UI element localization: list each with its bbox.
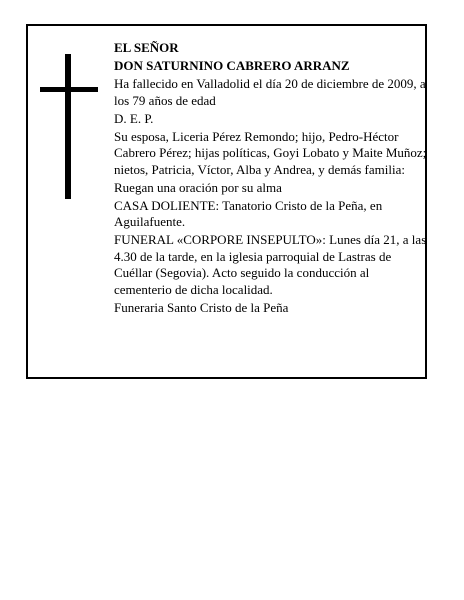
rip-line: D. E. P. [114, 110, 154, 126]
notice-text [114, 40, 428, 318]
prayer-request: Ruegan una oración por su alma [114, 179, 282, 195]
family-list: Su esposa, Liceria Pérez Remondo; hijo, Pedro-Héctor Cabrero Pérez; hijas políticas, Goyi Lobato y Maite Muñoz; nietos, Patricia, Víctor, Alba y Andrea, y demás familia: [114, 128, 427, 177]
cross-horizontal-bar [40, 87, 98, 92]
funeral-details: FUNERAL «CORPORE INSEPULTO»: Lunes día 21, a las 4.30 de la tarde, en la iglesia parroquial de Lastras de Cuéllar (Segovia). Acto seguido la conducción al cementerio de dicha localidad. [114, 232, 427, 297]
mourning-house: CASA DOLIENTE: Tanatorio Cristo de la Peña, en Aguilafuente. [114, 197, 383, 229]
funeral-home: Funeraria Santo Cristo de la Peña [114, 299, 289, 315]
cross-icon [40, 54, 98, 199]
cross-vertical-bar [65, 54, 71, 199]
deceased-name: DON SATURNINO CABRERO ARRANZ [114, 58, 350, 73]
notice-title: EL SEÑOR [114, 40, 179, 55]
death-statement: Ha fallecido en Valladolid el día 20 de diciembre de 2009, a los 79 años de edad [114, 76, 426, 108]
obituary-notice [26, 24, 427, 379]
